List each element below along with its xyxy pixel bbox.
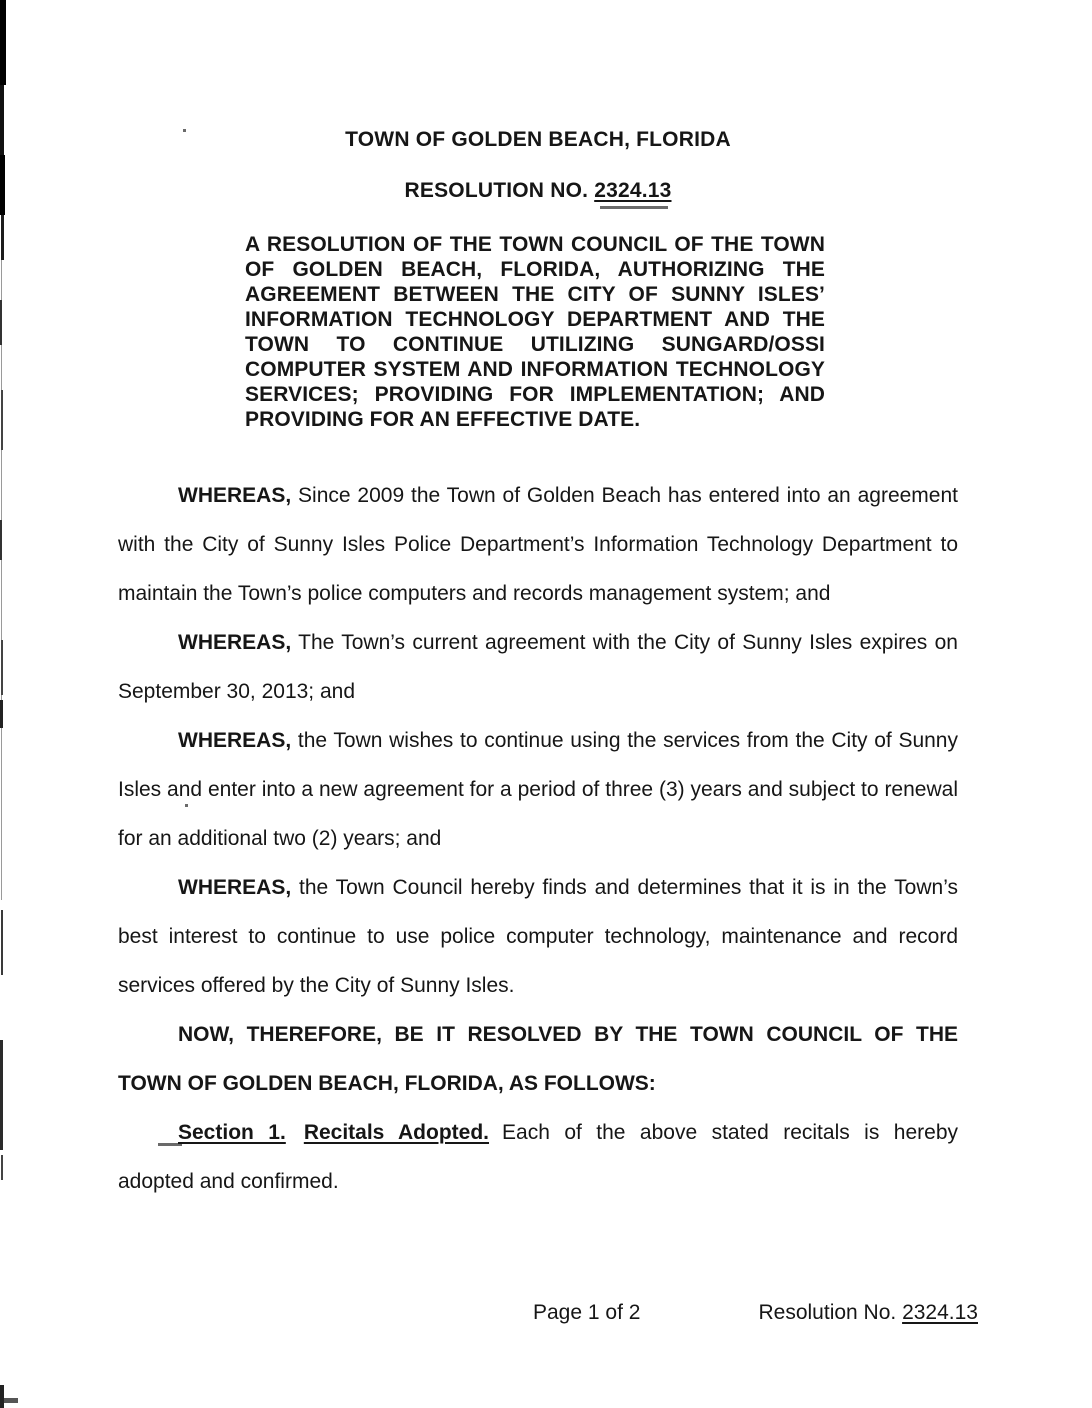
whereas-lead: WHEREAS,: [178, 876, 292, 899]
whereas-lead: WHEREAS,: [178, 484, 292, 507]
section-1-text: Each of the above stated recitals is hereby adopted and confirmed.: [118, 1121, 958, 1193]
document-title: TOWN OF GOLDEN BEACH, FLORIDA: [345, 128, 731, 151]
scan-mark: [4, 1398, 18, 1403]
whereas-paragraph-2: [118, 618, 958, 716]
page-number: Page 1 of 2: [533, 1301, 641, 1324]
section-1-label: Section 1.: [178, 1121, 286, 1144]
scan-mark: [1, 390, 3, 450]
resolution-number-value: 2324.13: [594, 179, 672, 202]
scan-mark: [1, 215, 4, 260]
resolution-number-label: RESOLUTION NO.: [404, 179, 589, 202]
footer-resolution-label: Resolution No.: [758, 1301, 897, 1324]
whereas-text: The Town’s current agreement with the City of Sunny Isles expires on September 30, 2013; and: [118, 631, 958, 703]
section-1-paragraph: [118, 1108, 958, 1206]
scan-mark: [0, 155, 5, 215]
scan-mark: [0, 85, 4, 155]
footer-resolution-number: [758, 1300, 978, 1326]
resolved-clause: NOW, THEREFORE, BE IT RESOLVED BY THE TOWN COUNCIL OF THE TOWN OF GOLDEN BEACH, FLORIDA, AS FOLLOWS:: [118, 1023, 958, 1095]
whereas-paragraph-4: [118, 863, 958, 1010]
whereas-text: the Town wishes to continue using the services from the City of Sunny Isles and enter into a new agreement for a period of three (3) years and subject to renewal for an additional two (2) years; and: [118, 729, 958, 850]
footer-resolution-value: 2324.13: [902, 1301, 978, 1324]
scan-mark: [1, 640, 3, 695]
whereas-lead: WHEREAS,: [178, 729, 292, 752]
scan-mark: [1, 260, 2, 900]
scan-mark: [1, 910, 3, 975]
scan-mark: [0, 1385, 4, 1408]
resolution-number-heading: [118, 179, 958, 203]
whereas-text: the Town Council hereby finds and determines that it is in the Town’s best interest to continue to use police computer technology, maintenance and record services offered by the City of Sunny Isles.: [118, 876, 958, 997]
whereas-paragraph-1: [118, 471, 958, 618]
document-content: [118, 0, 958, 1206]
scan-mark: [0, 700, 3, 728]
resolution-body: [118, 471, 958, 1206]
section-1-heading: Recitals Adopted.: [303, 1121, 490, 1144]
resolution-caption: A RESOLUTION OF THE TOWN COUNCIL OF THE TOWN OF GOLDEN BEACH, FLORIDA, AUTHORIZING THE AGREEMENT BETWEEN THE CITY OF SUNNY ISLES’ INFORMATION TECHNOLOGY DEPARTMENT AND THE TOWN TO CONTINUE UTILIZING SUNGARD/OSSI COMPUTER SYSTEM AND INFORMATION TECHNOLOGY SERVICES; PROVIDING FOR IMPLEMENTATION; AND PROVIDING FOR AN EFFECTIVE DATE.: [245, 233, 825, 431]
scan-mark: [0, 0, 6, 85]
whereas-lead: WHEREAS,: [178, 631, 292, 654]
whereas-text: Since 2009 the Town of Golden Beach has entered into an agreement with the City of Sunny Isles Police Department’s Information Technology Department to maintain the Town’s police computers and records management system; and: [118, 484, 958, 605]
page-footer: [118, 1300, 978, 1326]
whereas-paragraph-3: [118, 716, 958, 863]
scan-mark: [0, 520, 2, 560]
scan-mark: [1, 1155, 3, 1180]
scan-mark: [0, 300, 2, 345]
scan-mark: [0, 1040, 3, 1150]
